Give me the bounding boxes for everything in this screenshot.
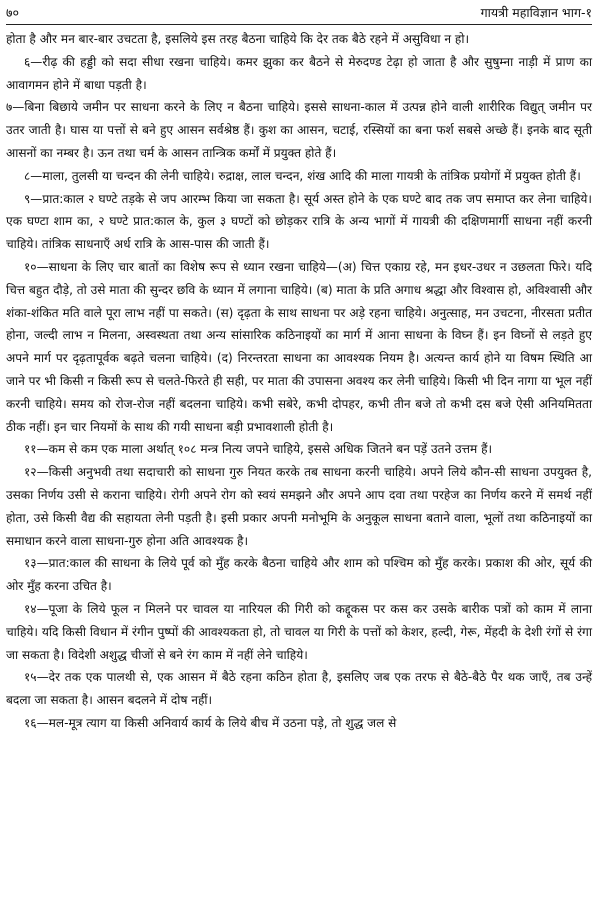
page-number: ७० <box>6 5 20 20</box>
paragraph: होता है और मन बार-बार उचटता है, इसलिये इस तरह बैठना चाहिये कि देर तक बैठे रहने में असुविधा न हो। <box>6 32 470 46</box>
paragraph: ६—रीढ़ की हड्डी को सदा सीधा रखना चाहिये। कमर झुका कर बैठने से मेरुदण्ड टेढ़ा हो जाता है और सुषुम्ना नाड़ी में प्राण का आवागमन होने में बाधा पड़ती है। <box>6 54 592 92</box>
paragraph: १६—मल-मूत्र त्याग या किसी अनिवार्य कार्य के लिये बीच में उठना पड़े, तो शुद्ध जल से <box>24 715 397 730</box>
page-body <box>6 28 592 735</box>
paragraph: १०—साधना के लिए चार बातों का विशेष रूप से ध्यान रखना चाहिये—(अ) चित्त एकाग्र रहे, मन इधर-उधर न उछलता फिरे। यदि चित्त बहुत दौड़े, तो उसे माता की सुन्दर छवि के ध्यान में लगाना चाहिये। (ब) माता के प्रति अगाध श्रद्धा और विश्वास हो, अविश्वासी और शंका-शंकित मति वाले पूरा लाभ नहीं पा सकते। (स) दृढ़ता के साथ साधना पर अड़े रहना चाहिये। अनुत्साह, मन उचटना, नीरसता प्रतीत होना, जल्दी लाभ न मिलना, अस्वस्थता तथा अन्य सांसारिक कठिनाइयों का मार्ग में आना साधना के विघ्न हैं। इन विघ्नों से लड़ते हुए अपने मार्ग पर दृढ़तापूर्वक बढ़ते चलना चाहिये। (द) निरन्तरता साधना का आवश्यक नियम है। अत्यन्त कार्य होने या विषम स्थिति आ जाने पर भी किसी न किसी रूप से चलते-फिरते ही सही, पर माता की उपासना अवश्य कर लेनी चाहिये। किसी भी दिन नागा या भूल नहीं करनी चाहिये। समय को रोज-रोज नहीं बदलना चाहिये। कभी सबेरे, कभी दोपहर, कभी तीन बजे तो कभी दस बजे ऐसी अनियमितता ठीक नहीं। इन चार नियमों के साथ की गयी साधना बड़ी प्रभावशाली होती है। <box>6 259 593 434</box>
paragraph: ७—बिना बिछाये जमीन पर साधना करने के लिए न बैठना चाहिये। इससे साधना-काल में उत्पन्न होने वाली शारीरिक विद्युत् जमीन पर उतर जाती है। घास या पत्तों से बने हुए आसन सर्वश्रेष्ठ हैं। कुश का आसन, चटाई, रस्सियों का बना फर्श सबसे अच्छे हैं। इनके बाद सूती आसनों का नम्बर है। ऊन तथा चर्म के आसन तान्त्रिक कर्मों में प्रयुक्त होते हैं। <box>6 100 592 160</box>
paragraph: १३—प्रात:काल की साधना के लिये पूर्व को मुँह करके बैठना चाहिये और शाम को पश्चिम को मुँह करके। प्रकाश की ओर, सूर्य की ओर मुँह करना उचित है। <box>6 556 592 594</box>
paragraph: १५—देर तक एक पालथी से, एक आसन में बैठे रहना कठिन होता है, इसलिए जब एक तरफ से बैठे-बैठे पैर थक जाएँ, तब उन्हें बदला जा सकता है। आसन बदलने में दोष नहीं। <box>6 670 592 708</box>
paragraph: ११—कम से कम एक माला अर्थात् १०८ मन्त्र नित्य जपने चाहिये, इससे अधिक जितने बन पड़ें उतने उत्तम हैं। <box>24 442 493 457</box>
paragraph: १४—पूजा के लिये फूल न मिलने पर चावल या नारियल की गिरी को कद्दूकस पर कस कर उसके बारीक पत्रों को काम में लाना चाहिये। यदि किसी विधान में रंगीन पुष्पों की आवश्यकता हो, तो चावल या गिरी के पत्तों को केशर, हल्दी, गेरू, मेंहदी के देशी रंगों से रंगा जा सकता है। विदेशी अशुद्ध चीजों से बने रंग काम में नहीं लेने चाहिये। <box>6 601 592 662</box>
paragraph: ८—माला, तुलसी या चन्दन की लेनी चाहिये। रुद्राक्ष, लाल चन्दन, शंख आदि की माला गायत्री के तांत्रिक प्रयोगों में प्रयुक्त होती हैं। <box>24 168 581 183</box>
book-title: गायत्री महाविज्ञान भाग-१ <box>480 5 592 20</box>
paragraph: १२—किसी अनुभवी तथा सदाचारी को साधना गुरु नियत करके तब साधना करनी चाहिये। अपने लिये कौन-सी साधना उपयुक्त है, उसका निर्णय उसी से कराना चाहिये। रोगी अपने रोग को स्वयं समझने और अपने आप दवा तथा परहेज का निर्णय करने में समर्थ नहीं होता, उसे किसी वैद्य की सहायता लेनी पड़ती है। इसी प्रकार अपनी मनोभूमि के अनुकूल साधना बताने वाला, भूलों तथा कठिनाइयों का समाधान करने वाला साधना-गुरु होना अति आवश्यक है। <box>6 465 592 548</box>
page-header <box>6 4 592 25</box>
paragraph: ९—प्रात:काल २ घण्टे तड़के से जप आरम्भ किया जा सकता है। सूर्य अस्त होने के एक घण्टे बाद तक जप समाप्त कर लेना चाहिये। एक घण्टा शाम का, २ घण्टे प्रात:काल के, कुल ३ घण्टों को छोड़कर रात्रि के अन्य भागों में गायत्री की दक्षिणमार्गी साधना नहीं करनी चाहिये। तांत्रिक साधनाएँ अर्ध रात्रि के आस-पास की जाती हैं। <box>6 191 592 252</box>
